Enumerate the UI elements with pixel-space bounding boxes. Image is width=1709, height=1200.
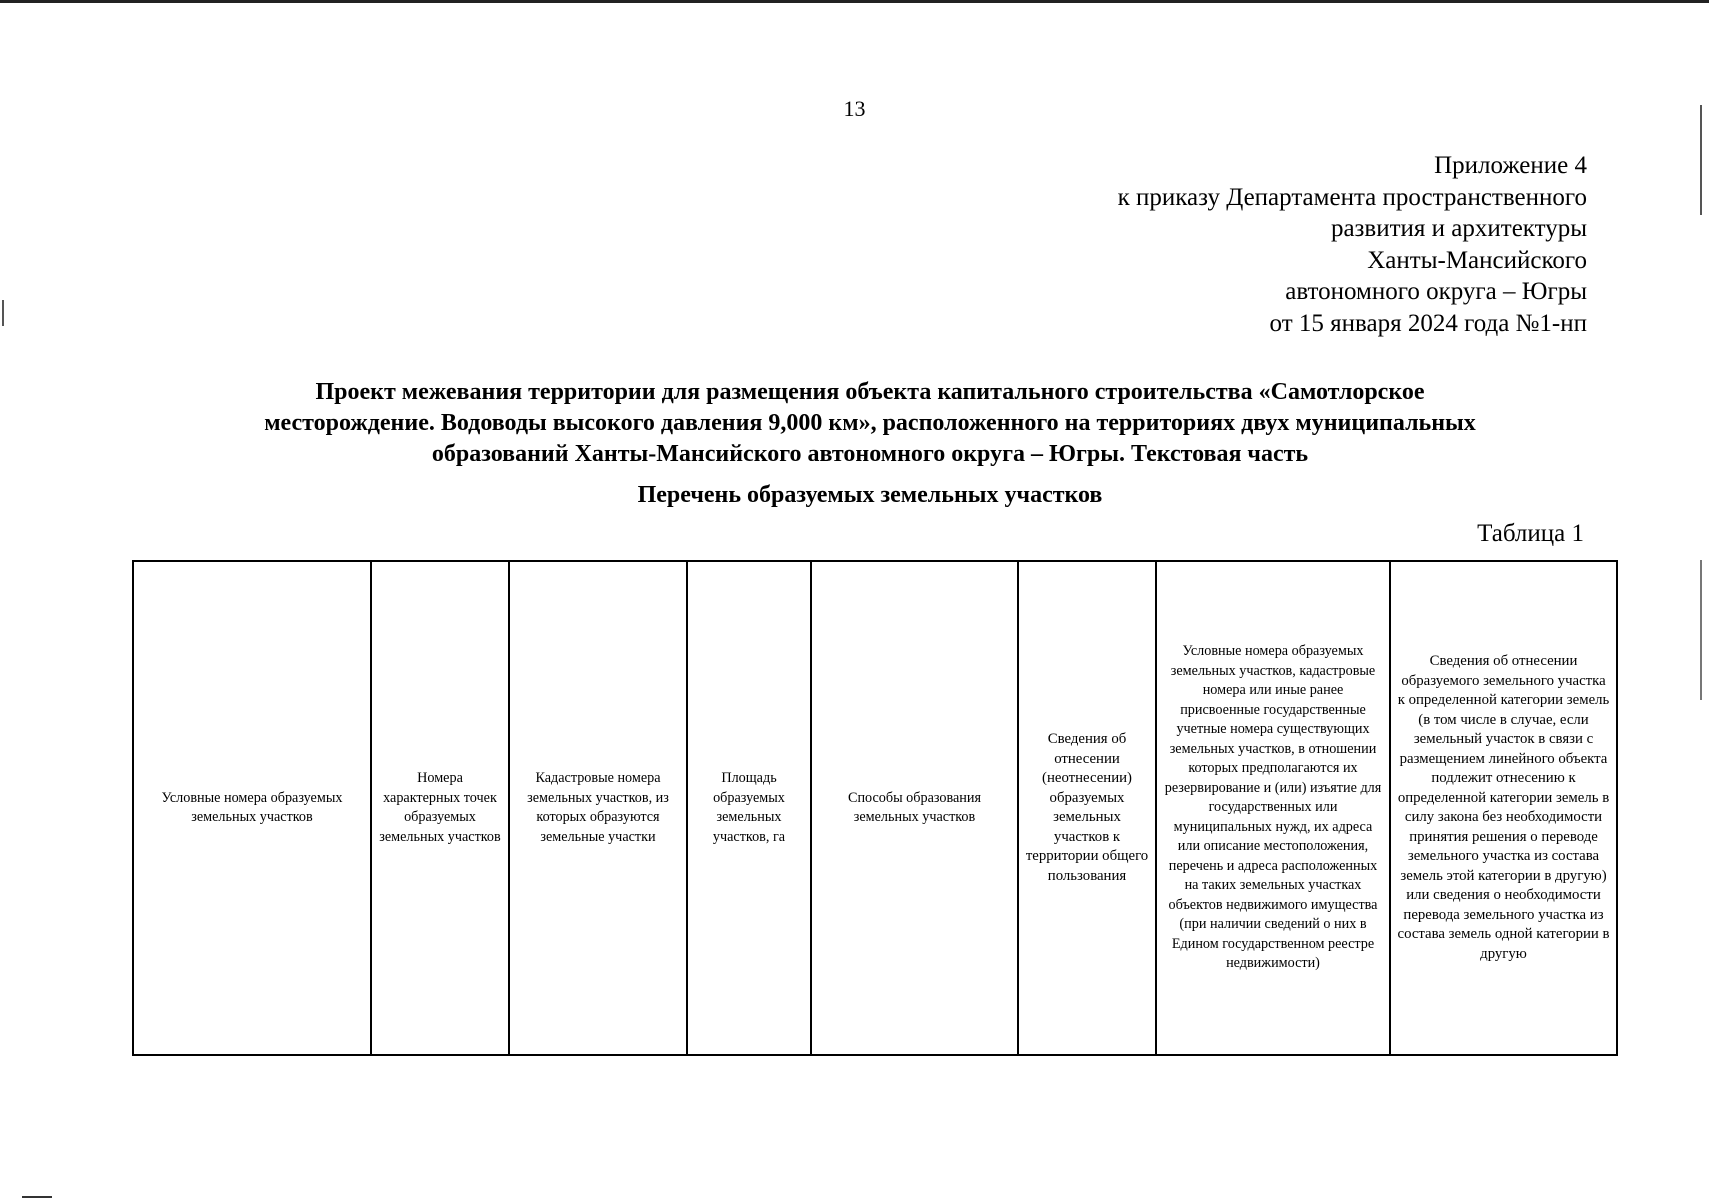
land-plots-table	[132, 560, 1618, 1056]
header-plot-numbers: Условные номера образуемых земельных участков	[133, 561, 371, 1055]
document-title-line: Проект межевания территории для размещения объекта капитального строительства «Самотлорское	[315, 379, 1425, 405]
scan-edge-right-lower	[1700, 560, 1702, 700]
page-number: 13	[843, 96, 866, 121]
appendix-line: Ханты-Мансийского	[1367, 246, 1587, 274]
header-cadastral-numbers: Кадастровые номера земельных участков, из которых образуются земельные участки	[509, 561, 687, 1055]
appendix-line: к приказу Департамента пространственного	[1117, 183, 1587, 211]
document-title-line: месторождение. Водоводы высокого давления 9,000 км», расположенного на территориях двух муниципальных	[264, 410, 1476, 436]
document-title	[130, 377, 1610, 470]
scan-edge-top	[0, 0, 1709, 3]
header-point-numbers: Номера характерных точек образуемых земельных участков	[371, 561, 509, 1055]
header-reservation-info: Условные номера образуемых земельных участков, кадастровые номера или иные ранее присвоенные государственные учетные номера существующих земельных участков, в отношении которых предполагаются их резервирование и (или) изъятие для государственных или муниципальных нужд, их адреса или описание местоположения, перечень и адреса расположенных на таких земельных участках объектов недвижимого имущества (при наличии сведений о них в Едином государственном реестре недвижимости)	[1156, 561, 1390, 1055]
appendix-block	[1118, 150, 1587, 339]
table-header-row	[133, 561, 1617, 1055]
appendix-line: развития и архитектуры	[1330, 215, 1587, 242]
header-public-use: Сведения об отнесении (неотнесении) образуемых земельных участков к территории общего пользования	[1018, 561, 1156, 1055]
appendix-line: Приложение 4	[1434, 152, 1587, 179]
scan-edge-left	[2, 300, 4, 326]
document-title-line: образований Ханты-Мансийского автономного округа – Югры. Текстовая часть	[431, 441, 1309, 467]
table-label: Таблица 1	[1477, 520, 1584, 547]
list-title: Перечень образуемых земельных участков	[637, 482, 1103, 508]
scan-edge-bottom	[22, 1196, 52, 1198]
appendix-line: автономного округа – Югры	[1285, 278, 1587, 305]
appendix-line: от 15 января 2024 года №1-нп	[1269, 309, 1587, 337]
header-land-category: Сведения об отнесении образуемого земельного участка к определенной категории земель (в том числе в случае, если земельный участок в связи с размещением линейного объекта подлежит отнесению к определенной категории земель в силу закона без необходимости принятия решения о переводе земельного участка из состава земель этой категории в другую) или сведения о необходимости перевода земельного участка из состава земель одной категории в другую	[1390, 561, 1617, 1055]
header-area: Площадь образуемых земельных участков, га	[687, 561, 811, 1055]
header-formation-methods: Способы образования земельных участков	[811, 561, 1018, 1055]
